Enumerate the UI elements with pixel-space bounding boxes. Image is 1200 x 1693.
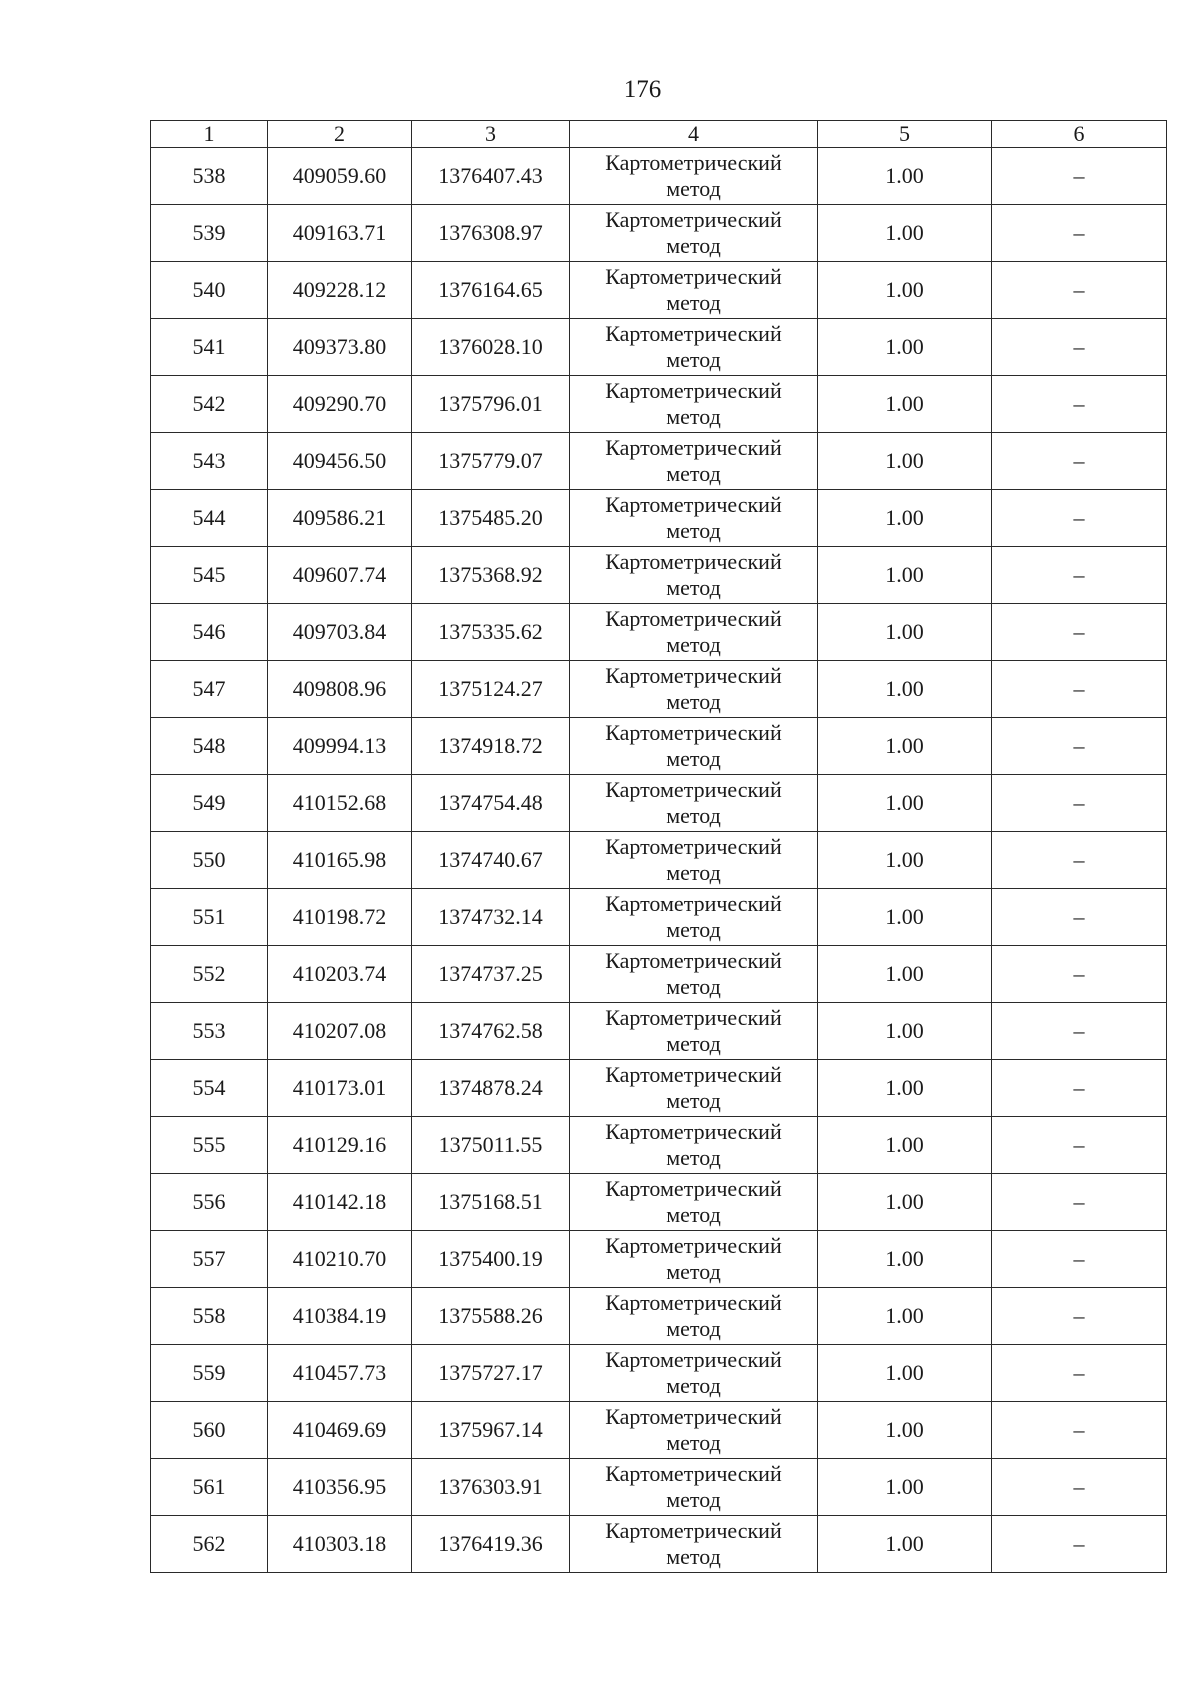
note-dash: –: [992, 1402, 1167, 1459]
coordinate-y: 1375967.14: [412, 1402, 570, 1459]
coordinate-y: 1375727.17: [412, 1345, 570, 1402]
column-header-4: 4: [570, 121, 818, 148]
point-number: 555: [151, 1117, 268, 1174]
table-row: [151, 1060, 1167, 1117]
precision-value: 1.00: [818, 775, 992, 832]
method-line-1: Картометрический: [605, 1347, 782, 1372]
coordinate-x: 410303.18: [268, 1516, 412, 1573]
table-row: [151, 1003, 1167, 1060]
method-cell: [570, 604, 818, 661]
table-row: [151, 547, 1167, 604]
table-body: [151, 148, 1167, 1573]
method-cell: [570, 718, 818, 775]
method-cell: [570, 319, 818, 376]
precision-value: 1.00: [818, 604, 992, 661]
point-number: 540: [151, 262, 268, 319]
method-cell: [570, 1174, 818, 1231]
coordinate-y: 1375168.51: [412, 1174, 570, 1231]
coordinate-x: 409586.21: [268, 490, 412, 547]
method-line-1: Картометрический: [605, 207, 782, 232]
coordinate-x: 410165.98: [268, 832, 412, 889]
point-number: 545: [151, 547, 268, 604]
coordinate-y: 1375796.01: [412, 376, 570, 433]
method-cell: [570, 832, 818, 889]
table-row: [151, 1117, 1167, 1174]
coordinate-x: 409373.80: [268, 319, 412, 376]
method-line-1: Картометрический: [605, 549, 782, 574]
coordinate-x: 410207.08: [268, 1003, 412, 1060]
precision-value: 1.00: [818, 832, 992, 889]
precision-value: 1.00: [818, 148, 992, 205]
coordinate-x: 410198.72: [268, 889, 412, 946]
note-dash: –: [992, 1117, 1167, 1174]
precision-value: 1.00: [818, 1516, 992, 1573]
precision-value: 1.00: [818, 1288, 992, 1345]
note-dash: –: [992, 775, 1167, 832]
coordinate-y: 1376308.97: [412, 205, 570, 262]
note-dash: –: [992, 148, 1167, 205]
method-line-1: Картометрический: [605, 777, 782, 802]
method-line-1: Картометрический: [605, 1233, 782, 1258]
point-number: 552: [151, 946, 268, 1003]
coordinate-y: 1376164.65: [412, 262, 570, 319]
note-dash: –: [992, 433, 1167, 490]
coordinate-x: 409703.84: [268, 604, 412, 661]
table-row: [151, 376, 1167, 433]
table-row: [151, 1516, 1167, 1573]
note-dash: –: [992, 1459, 1167, 1516]
note-dash: –: [992, 547, 1167, 604]
note-dash: –: [992, 1345, 1167, 1402]
method-line-1: Картометрический: [605, 1005, 782, 1030]
point-number: 561: [151, 1459, 268, 1516]
coordinate-y: 1376407.43: [412, 148, 570, 205]
coordinate-x: 409456.50: [268, 433, 412, 490]
method-cell: [570, 946, 818, 1003]
point-number: 560: [151, 1402, 268, 1459]
coordinate-y: 1374918.72: [412, 718, 570, 775]
coordinate-y: 1375335.62: [412, 604, 570, 661]
method-line-1: Картометрический: [605, 834, 782, 859]
column-header-3: 3: [412, 121, 570, 148]
precision-value: 1.00: [818, 547, 992, 604]
method-cell: [570, 1345, 818, 1402]
coordinate-x: 409290.70: [268, 376, 412, 433]
point-number: 558: [151, 1288, 268, 1345]
coordinate-x: 409607.74: [268, 547, 412, 604]
point-number: 557: [151, 1231, 268, 1288]
method-cell: [570, 547, 818, 604]
table-row: [151, 1231, 1167, 1288]
method-line-1: Картометрический: [605, 720, 782, 745]
method-cell: [570, 376, 818, 433]
method-line-2: метод: [666, 1259, 721, 1284]
precision-value: 1.00: [818, 1003, 992, 1060]
method-line-2: метод: [666, 689, 721, 714]
coordinate-x: 410129.16: [268, 1117, 412, 1174]
page-number: 176: [623, 76, 662, 103]
precision-value: 1.00: [818, 946, 992, 1003]
coordinate-y: 1375011.55: [412, 1117, 570, 1174]
coordinate-x: 410356.95: [268, 1459, 412, 1516]
method-line-2: метод: [666, 974, 721, 999]
method-cell: [570, 490, 818, 547]
table-row: [151, 205, 1167, 262]
point-number: 550: [151, 832, 268, 889]
coordinate-y: 1375485.20: [412, 490, 570, 547]
note-dash: –: [992, 832, 1167, 889]
method-cell: [570, 1117, 818, 1174]
point-number: 542: [151, 376, 268, 433]
table-row: [151, 1402, 1167, 1459]
precision-value: 1.00: [818, 1060, 992, 1117]
precision-value: 1.00: [818, 205, 992, 262]
coordinate-y: 1375124.27: [412, 661, 570, 718]
method-cell: [570, 148, 818, 205]
point-number: 562: [151, 1516, 268, 1573]
note-dash: –: [992, 1288, 1167, 1345]
method-line-1: Картометрический: [605, 435, 782, 460]
method-line-2: метод: [666, 1145, 721, 1170]
method-cell: [570, 262, 818, 319]
precision-value: 1.00: [818, 1459, 992, 1516]
precision-value: 1.00: [818, 490, 992, 547]
coordinate-x: 409059.60: [268, 148, 412, 205]
method-line-1: Картометрический: [605, 663, 782, 688]
table-row: [151, 832, 1167, 889]
method-line-1: Картометрический: [605, 948, 782, 973]
coordinate-y: 1374740.67: [412, 832, 570, 889]
method-line-2: метод: [666, 461, 721, 486]
table-row: [151, 490, 1167, 547]
coordinate-y: 1374754.48: [412, 775, 570, 832]
method-line-1: Картометрический: [605, 1461, 782, 1486]
column-header-1: 1: [151, 121, 268, 148]
coordinate-y: 1374732.14: [412, 889, 570, 946]
method-cell: [570, 1003, 818, 1060]
precision-value: 1.00: [818, 1174, 992, 1231]
method-cell: [570, 1516, 818, 1573]
point-number: 547: [151, 661, 268, 718]
note-dash: –: [992, 718, 1167, 775]
coordinate-y: 1376028.10: [412, 319, 570, 376]
table-row: [151, 1459, 1167, 1516]
point-number: 539: [151, 205, 268, 262]
method-line-2: метод: [666, 176, 721, 201]
point-number: 554: [151, 1060, 268, 1117]
method-line-2: метод: [666, 1373, 721, 1398]
method-line-2: метод: [666, 290, 721, 315]
method-cell: [570, 775, 818, 832]
method-line-1: Картометрический: [605, 1404, 782, 1429]
method-line-1: Картометрический: [605, 492, 782, 517]
note-dash: –: [992, 1231, 1167, 1288]
precision-value: 1.00: [818, 376, 992, 433]
method-line-2: метод: [666, 404, 721, 429]
coordinate-x: 410469.69: [268, 1402, 412, 1459]
note-dash: –: [992, 1174, 1167, 1231]
method-line-1: Картометрический: [605, 1290, 782, 1315]
note-dash: –: [992, 1060, 1167, 1117]
table-row: [151, 319, 1167, 376]
coordinate-y: 1374878.24: [412, 1060, 570, 1117]
method-line-1: Картометрический: [605, 378, 782, 403]
point-number: 544: [151, 490, 268, 547]
precision-value: 1.00: [818, 1345, 992, 1402]
method-line-1: Картометрический: [605, 150, 782, 175]
method-line-2: метод: [666, 1031, 721, 1056]
coordinate-x: 409163.71: [268, 205, 412, 262]
coordinate-y: 1375779.07: [412, 433, 570, 490]
method-line-2: метод: [666, 632, 721, 657]
coordinate-x: 410142.18: [268, 1174, 412, 1231]
coordinate-x: 410384.19: [268, 1288, 412, 1345]
coordinate-y: 1376419.36: [412, 1516, 570, 1573]
method-cell: [570, 205, 818, 262]
table-row: [151, 604, 1167, 661]
point-number: 538: [151, 148, 268, 205]
note-dash: –: [992, 661, 1167, 718]
point-number: 559: [151, 1345, 268, 1402]
precision-value: 1.00: [818, 1402, 992, 1459]
table-row: [151, 946, 1167, 1003]
precision-value: 1.00: [818, 433, 992, 490]
table-row: [151, 148, 1167, 205]
coordinate-y: 1375588.26: [412, 1288, 570, 1345]
note-dash: –: [992, 319, 1167, 376]
point-number: 549: [151, 775, 268, 832]
method-line-2: метод: [666, 803, 721, 828]
coordinate-x: 410173.01: [268, 1060, 412, 1117]
precision-value: 1.00: [818, 718, 992, 775]
table-header-row: [151, 121, 1167, 148]
column-header-2: 2: [268, 121, 412, 148]
column-header-6: 6: [992, 121, 1167, 148]
note-dash: –: [992, 205, 1167, 262]
point-number: 551: [151, 889, 268, 946]
column-header-5: 5: [818, 121, 992, 148]
precision-value: 1.00: [818, 262, 992, 319]
note-dash: –: [992, 262, 1167, 319]
method-line-1: Картометрический: [605, 264, 782, 289]
method-cell: [570, 889, 818, 946]
method-line-2: метод: [666, 1430, 721, 1455]
method-line-2: метод: [666, 1487, 721, 1512]
point-number: 556: [151, 1174, 268, 1231]
coordinate-x: 410203.74: [268, 946, 412, 1003]
coordinates-table: [150, 120, 1167, 1573]
point-number: 548: [151, 718, 268, 775]
method-cell: [570, 1060, 818, 1117]
precision-value: 1.00: [818, 889, 992, 946]
table-row: [151, 775, 1167, 832]
table-row: [151, 1345, 1167, 1402]
coordinate-y: 1375400.19: [412, 1231, 570, 1288]
method-line-1: Картометрический: [605, 1176, 782, 1201]
coordinate-y: 1376303.91: [412, 1459, 570, 1516]
point-number: 546: [151, 604, 268, 661]
note-dash: –: [992, 376, 1167, 433]
coordinate-x: 410457.73: [268, 1345, 412, 1402]
method-line-2: метод: [666, 917, 721, 942]
method-line-1: Картометрический: [605, 1062, 782, 1087]
point-number: 541: [151, 319, 268, 376]
precision-value: 1.00: [818, 319, 992, 376]
method-line-2: метод: [666, 233, 721, 258]
method-line-2: метод: [666, 518, 721, 543]
table-row: [151, 889, 1167, 946]
note-dash: –: [992, 490, 1167, 547]
method-line-1: Картометрический: [605, 606, 782, 631]
table-row: [151, 262, 1167, 319]
method-line-1: Картометрический: [605, 891, 782, 916]
coordinate-y: 1375368.92: [412, 547, 570, 604]
table-row: [151, 1288, 1167, 1345]
point-number: 553: [151, 1003, 268, 1060]
note-dash: –: [992, 1516, 1167, 1573]
method-line-2: метод: [666, 575, 721, 600]
method-cell: [570, 433, 818, 490]
method-cell: [570, 1288, 818, 1345]
method-line-1: Картометрический: [605, 321, 782, 346]
coordinate-x: 409228.12: [268, 262, 412, 319]
coordinate-x: 410210.70: [268, 1231, 412, 1288]
method-line-2: метод: [666, 1202, 721, 1227]
method-line-2: метод: [666, 746, 721, 771]
method-line-2: метод: [666, 1316, 721, 1341]
method-cell: [570, 1402, 818, 1459]
coordinate-x: 409808.96: [268, 661, 412, 718]
method-line-2: метод: [666, 347, 721, 372]
table-row: [151, 661, 1167, 718]
note-dash: –: [992, 946, 1167, 1003]
method-line-1: Картометрический: [605, 1518, 782, 1543]
method-cell: [570, 1231, 818, 1288]
table-row: [151, 1174, 1167, 1231]
precision-value: 1.00: [818, 1231, 992, 1288]
note-dash: –: [992, 889, 1167, 946]
coordinate-x: 410152.68: [268, 775, 412, 832]
coordinate-x: 409994.13: [268, 718, 412, 775]
table-row: [151, 718, 1167, 775]
coordinate-y: 1374737.25: [412, 946, 570, 1003]
precision-value: 1.00: [818, 661, 992, 718]
method-line-2: метод: [666, 860, 721, 885]
coordinate-y: 1374762.58: [412, 1003, 570, 1060]
method-cell: [570, 1459, 818, 1516]
precision-value: 1.00: [818, 1117, 992, 1174]
table-row: [151, 433, 1167, 490]
method-line-1: Картометрический: [605, 1119, 782, 1144]
note-dash: –: [992, 1003, 1167, 1060]
method-line-2: метод: [666, 1088, 721, 1113]
note-dash: –: [992, 604, 1167, 661]
method-cell: [570, 661, 818, 718]
point-number: 543: [151, 433, 268, 490]
method-line-2: метод: [666, 1544, 721, 1569]
